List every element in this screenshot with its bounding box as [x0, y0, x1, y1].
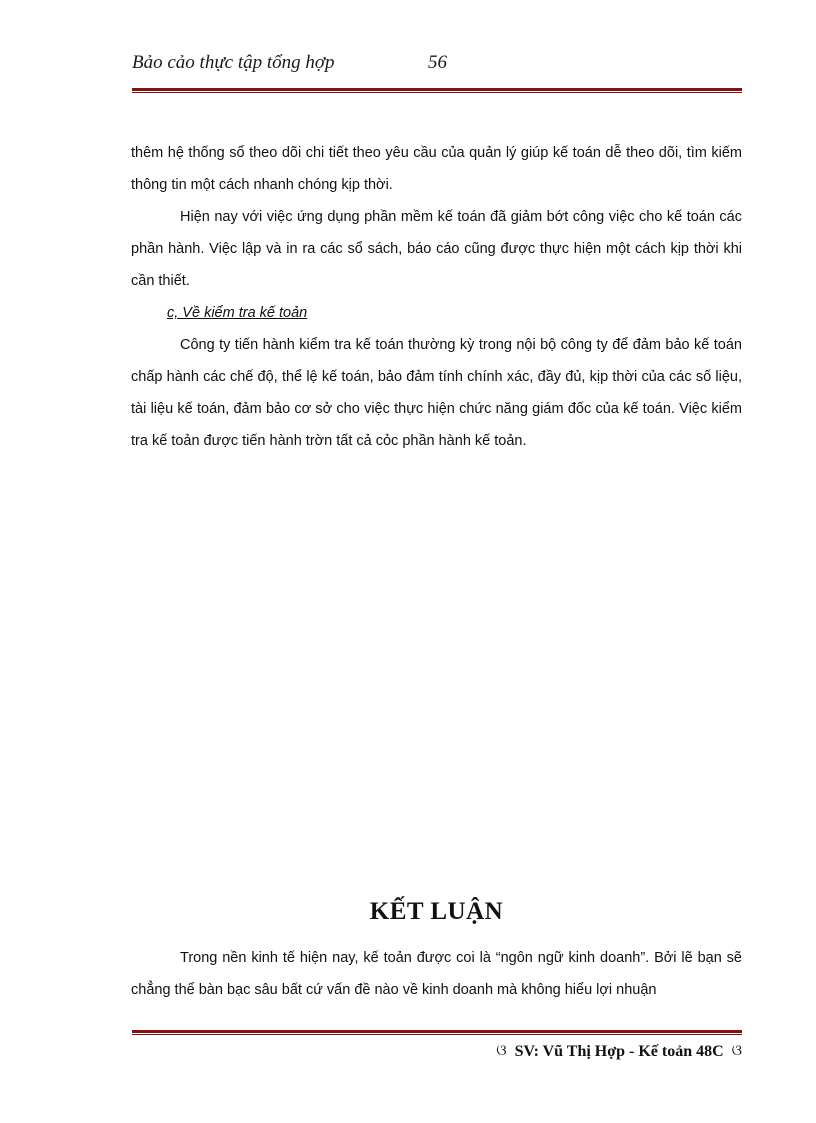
footer-divider-thick-line [132, 1030, 742, 1033]
header-divider-thin-line [132, 92, 742, 93]
conclusion-heading: KẾT LUẬN [369, 898, 504, 925]
page-header [132, 52, 742, 78]
subheading-accounting-audit: c, Về kiểm tra kế toản [167, 305, 308, 321]
paragraph-conclusion: Trong nền kinh tế hiện nay, kế toản được coi là “ngôn ngữ kinh doanh”. Bởi lẽ bạn sẽ chẳng thể bàn bạc sâu bất cứ vấn đề nào về kinh doanh mà không hiểu lợi nhuận [131, 950, 742, 998]
footer-author: SV: Vũ Thị Hợp - Kế toản 48C [514, 1043, 724, 1060]
page-number: 56 [428, 52, 447, 73]
paragraph-audit: Công ty tiến hành kiểm tra kế toán thường kỳ trong nội bộ công ty để đảm bảo kế toán chấp hành các chế độ, thể lệ kế toán, bảo đảm tính chính xác, đầy đủ, kịp thời của các số liệu, tài liệu kế toán, đảm bảo cơ sở cho việc thực hiện chức năng giám đốc của kế toán. Việc kiểm tra kế toản được tiến hành trờn tất cả cỏc phần hành kế toản. [131, 337, 742, 449]
header-divider-thick-line [132, 88, 742, 91]
paragraph-software: Hiện nay với việc ứng dụng phần mềm kế toán đã giảm bớt công việc cho kế toán các phần hành. Việc lập và in ra các sổ sách, báo cáo cũng được thực hiện một cách kịp thời khi cần thiết. [131, 209, 742, 289]
paragraph-continuation: thêm hệ thống sổ theo dõi chi tiết theo yêu cầu của quản lý giúp kế toán dễ theo dõi, tìm kiếm thông tin một cách nhanh chóng kịp thời. [131, 145, 742, 193]
page-footer [132, 1042, 742, 1061]
footer-ornament-right-icon: ଓ [731, 1043, 742, 1059]
footer-divider [132, 1030, 742, 1036]
header-divider [132, 88, 742, 94]
footer-divider-thin-line [132, 1034, 742, 1035]
conclusion-text-block [131, 942, 742, 1006]
body-text-block [131, 137, 742, 457]
header-title: Bảo cảo thực tập tổng hợp [132, 52, 335, 73]
footer-ornament-left-icon: ଓ [496, 1043, 507, 1059]
